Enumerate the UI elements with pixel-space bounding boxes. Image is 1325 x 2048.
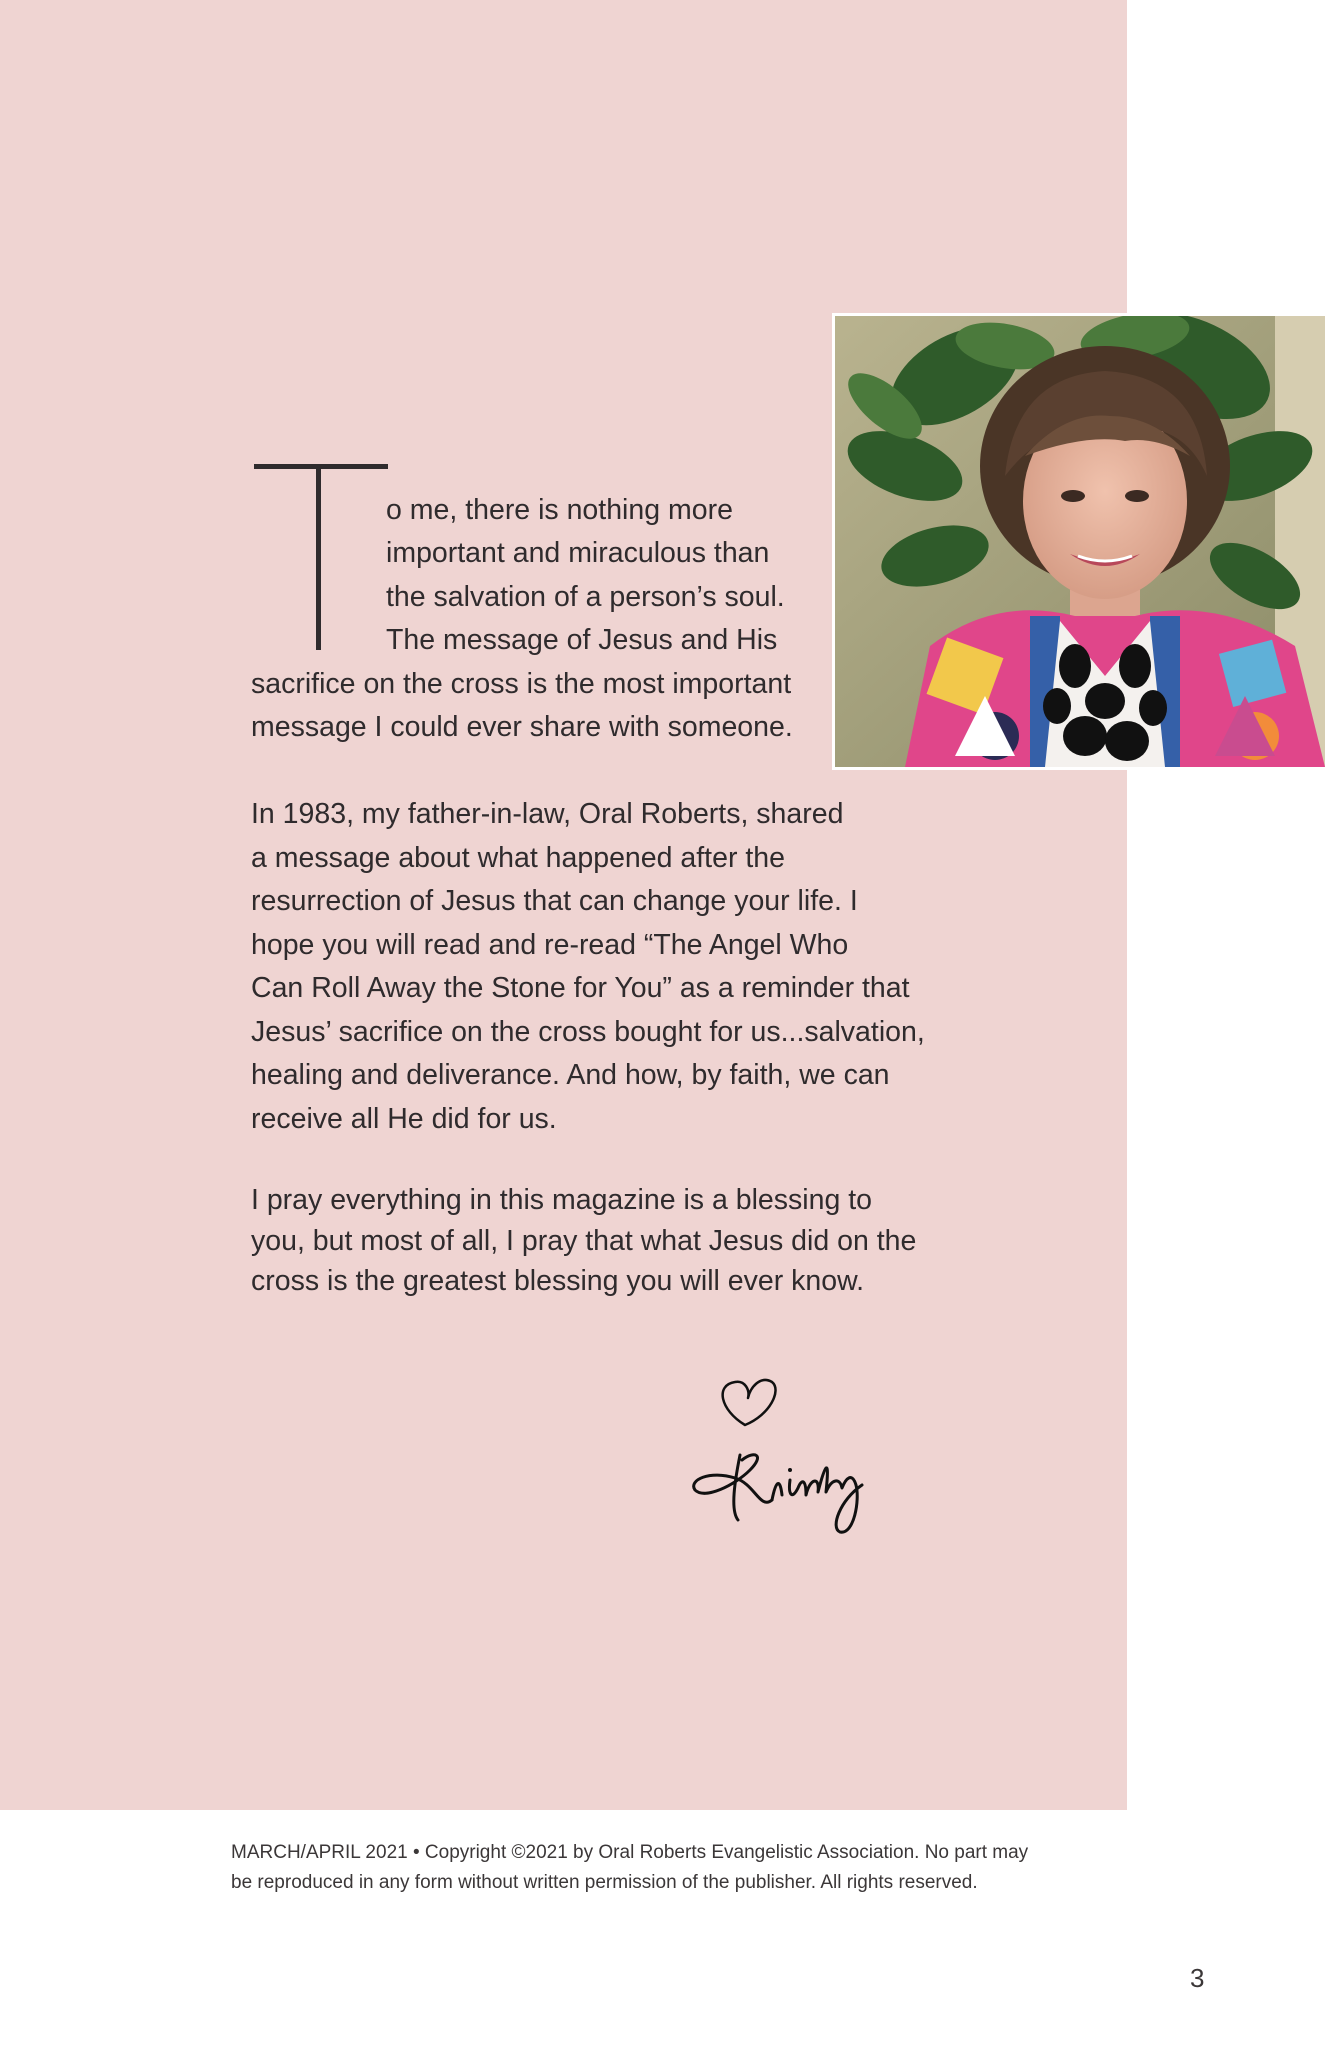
- footer-line: be reproduced in any form without written permission of the publisher. All rights reserved.: [231, 1872, 978, 1893]
- drop-cap-letter: [254, 464, 388, 654]
- handwritten-signature: [680, 1360, 890, 1550]
- paragraph1-line: The message of Jesus and His: [386, 624, 778, 656]
- paragraph-3: [251, 1180, 916, 1302]
- portrait-illustration: [835, 316, 1325, 767]
- paragraph1-line: important and miraculous than: [386, 537, 770, 569]
- paragraph2-line: healing and deliverance. And how, by faith, we can: [251, 1059, 890, 1091]
- paragraph2-line: a message about what happened after the: [251, 841, 785, 874]
- paragraph2-line: resurrection of Jesus that can change your life. I: [251, 885, 858, 917]
- paragraph3-line: you, but most of all, I pray that what Jesus did on the: [251, 1224, 917, 1257]
- paragraph-2: [251, 793, 925, 1141]
- author-portrait-photo: [832, 313, 1325, 770]
- paragraph2-line: receive all He did for us.: [251, 1102, 557, 1135]
- footer-line: MARCH/APRIL 2021 • Copyright ©2021 by Oral Roberts Evangelistic Association. No part may: [231, 1842, 1029, 1863]
- paragraph1-line: sacrifice on the cross is the most important: [251, 668, 792, 700]
- paragraph1-line: o me, there is nothing more: [386, 494, 733, 526]
- copyright-footer: [231, 1838, 1131, 1898]
- drop-cap-glyph: [254, 464, 388, 654]
- paragraph2-line: hope you will read and re-read “The Angel Who: [251, 928, 849, 961]
- signature-heart-and-name: [680, 1360, 890, 1550]
- paragraph2-line: Can Roll Away the Stone for You” as a reminder that: [251, 972, 910, 1004]
- paragraph3-line: I pray everything in this magazine is a blessing to: [251, 1184, 872, 1216]
- paragraph2-line: In 1983, my father-in-law, Oral Roberts, shared: [251, 798, 844, 830]
- paragraph1-line: the salvation of a person’s soul.: [386, 581, 785, 613]
- paragraph3-line: cross is the greatest blessing you will ever know.: [251, 1265, 865, 1297]
- page-number: 3: [1190, 1963, 1205, 1993]
- paragraph2-line: Jesus’ sacrifice on the cross bought for us...salvation,: [251, 1015, 925, 1048]
- paragraph1-line: message I could ever share with someone.: [251, 711, 793, 743]
